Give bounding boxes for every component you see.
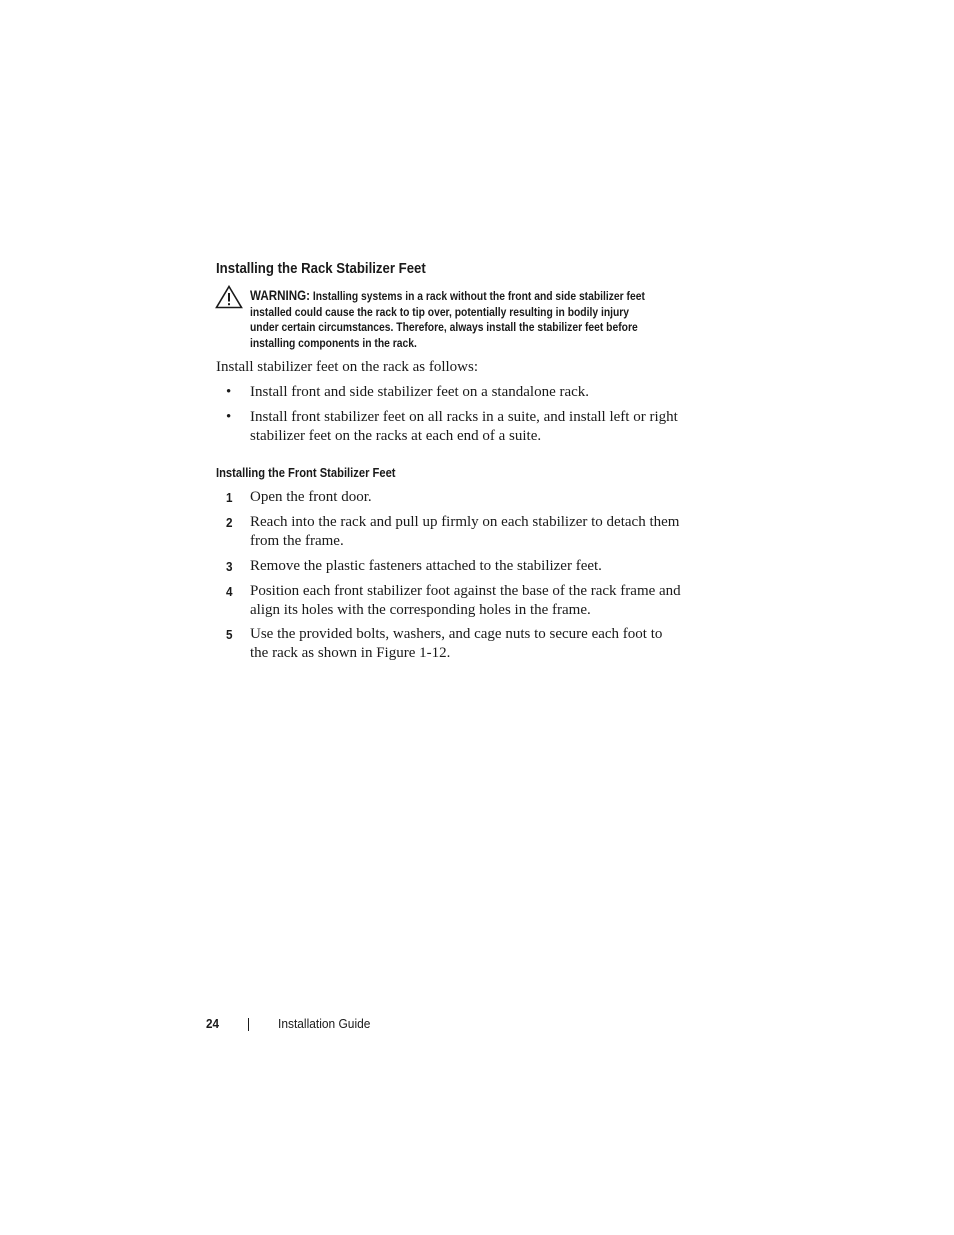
guide-title: Installation Guide: [278, 1016, 371, 1031]
step-number: 5: [226, 627, 233, 642]
subsection-title: Installing the Front Stabilizer Feet: [216, 465, 396, 480]
step-text: Use the provided bolts, washers, and cage nuts to secure each foot to the rack as shown in Figure 1-12.: [250, 626, 663, 661]
step-number: 4: [226, 584, 233, 599]
step-number: 1: [226, 490, 233, 505]
step-text: Open the front door.: [250, 489, 372, 505]
bullet-marker: •: [226, 409, 232, 425]
page-number: 24: [206, 1016, 220, 1031]
warning-line-2: installed could cause the rack to tip over, potentially resulting in bodily injury: [250, 304, 630, 319]
warning-line-4: installing components in the rack.: [250, 335, 417, 350]
warning-line-3: under certain circumstances. Therefore, always install the stabilizer feet before: [250, 320, 638, 335]
step-number: 2: [226, 515, 233, 530]
bullet-text: Install front and side stabilizer feet on a standalone rack.: [250, 384, 590, 400]
bullet-marker: •: [226, 384, 232, 400]
warning-line-1: WARNING: Installing systems in a rack without the front and side stabilizer feet: [250, 288, 645, 303]
step-text: Remove the plastic fasteners attached to the stabilizer feet.: [250, 558, 602, 574]
step-text: Reach into the rack and pull up firmly on each stabilizer to detach them from the frame.: [250, 514, 680, 549]
step-number: 3: [226, 559, 233, 574]
page-footer: [0, 1015, 954, 1035]
step-text: Position each front stabilizer foot against the base of the rack frame and align its holes with the corresponding holes in the frame.: [250, 583, 681, 618]
intro-paragraph: Install stabilizer feet on the rack as follows:: [216, 359, 478, 375]
warning-message: [250, 288, 697, 351]
footer-separator: [248, 1018, 249, 1031]
section-title: Installing the Rack Stabilizer Feet: [216, 260, 426, 277]
warning-triangle-icon: [215, 285, 243, 309]
bullet-text: Install front stabilizer feet on all racks in a suite, and install left or right stabilizer feet on the racks at each end of a suite.: [250, 409, 678, 444]
warning-label: WARNING:: [250, 288, 310, 303]
